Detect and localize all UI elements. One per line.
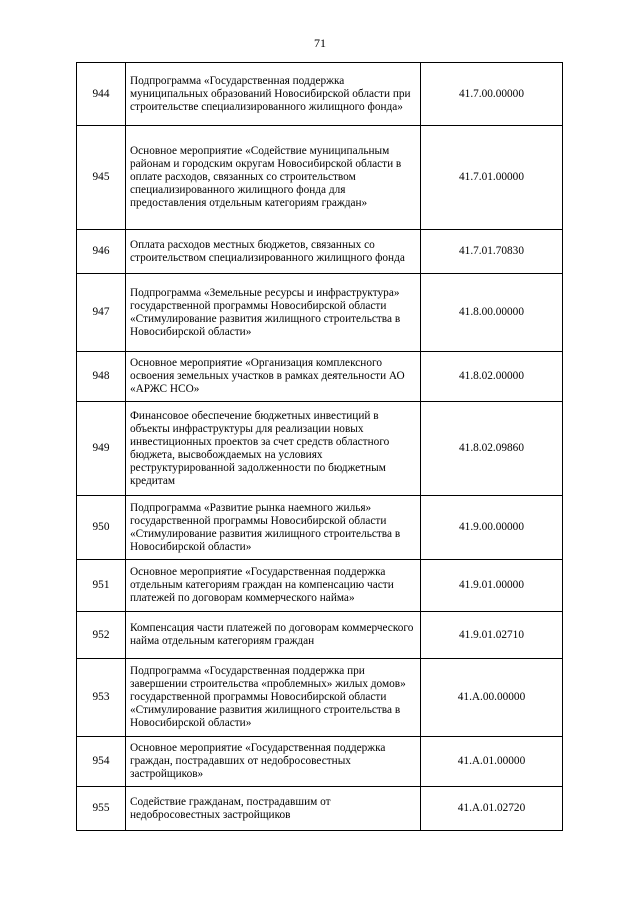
row-number: 944 — [77, 63, 126, 126]
row-code: 41.А.00.00000 — [421, 659, 563, 737]
row-name: Оплата расходов местных бюджетов, связанных со строительством специализированного жилищного фонда — [126, 230, 421, 274]
row-code: 41.9.00.00000 — [421, 496, 563, 560]
row-name: Основное мероприятие «Организация комплексного освоения земельных участков в рамках деятельности АО «АРЖС НСО» — [126, 352, 421, 402]
row-name: Подпрограмма «Земельные ресурсы и инфраструктура» государственной программы Новосибирской области «Стимулирование развития жилищного строительства в Новосибирской области» — [126, 274, 421, 352]
table-row — [77, 230, 563, 274]
row-number: 953 — [77, 659, 126, 737]
row-number: 946 — [77, 230, 126, 274]
row-code: 41.8.02.09860 — [421, 402, 563, 496]
row-name: Подпрограмма «Государственная поддержка при завершении строительства «проблемных» жилых домов» государственной программы Новосибирской области «Стимулирование развития жилищного строительства в Новосибирской области» — [126, 659, 421, 737]
row-number: 947 — [77, 274, 126, 352]
row-name: Компенсация части платежей по договорам коммерческого найма отдельным категориям граждан — [126, 612, 421, 659]
row-code: 41.9.01.00000 — [421, 560, 563, 612]
row-name: Финансовое обеспечение бюджетных инвестиций в объекты инфраструктуры для реализации новых инвестиционных проектов за счет средств областного бюджета, высвобождаемых на условиях реструктурированной задолженности по бюджетным кредитам — [126, 402, 421, 496]
row-name: Содействие гражданам, пострадавшим от недобросовестных застройщиков — [126, 787, 421, 831]
row-name: Подпрограмма «Развитие рынка наемного жилья» государственной программы Новосибирской области «Стимулирование развития жилищного строительства в Новосибирской области» — [126, 496, 421, 560]
table-row — [77, 787, 563, 831]
row-name: Подпрограмма «Государственная поддержка муниципальных образований Новосибирской области при строительстве специализированного жилищного фонда» — [126, 63, 421, 126]
row-code: 41.7.01.00000 — [421, 126, 563, 230]
row-name: Основное мероприятие «Государственная поддержка граждан, пострадавших от недобросовестных застройщиков» — [126, 737, 421, 787]
row-number: 954 — [77, 737, 126, 787]
table-row — [77, 659, 563, 737]
row-number: 949 — [77, 402, 126, 496]
row-name: Основное мероприятие «Государственная поддержка отдельным категориям граждан на компенсацию части платежей по договорам коммерческого найма» — [126, 560, 421, 612]
table-row — [77, 352, 563, 402]
table-row — [77, 274, 563, 352]
budget-classification-table — [76, 62, 563, 831]
row-code: 41.9.01.02710 — [421, 612, 563, 659]
page-number: 71 — [314, 36, 326, 50]
table-row — [77, 612, 563, 659]
row-code: 41.8.00.00000 — [421, 274, 563, 352]
row-number: 952 — [77, 612, 126, 659]
table-row — [77, 737, 563, 787]
table-row — [77, 496, 563, 560]
row-number: 950 — [77, 496, 126, 560]
row-code: 41.7.01.70830 — [421, 230, 563, 274]
row-code: 41.А.01.02720 — [421, 787, 563, 831]
table-row — [77, 560, 563, 612]
table-row — [77, 63, 563, 126]
table-row — [77, 126, 563, 230]
row-number: 945 — [77, 126, 126, 230]
row-name: Основное мероприятие «Содействие муниципальным районам и городским округам Новосибирской области в оплате расходов, связанных со строительством специализированного жилищного фонда для предоставления отдельным категориям граждан» — [126, 126, 421, 230]
row-number: 951 — [77, 560, 126, 612]
row-code: 41.7.00.00000 — [421, 63, 563, 126]
row-number: 955 — [77, 787, 126, 831]
row-code: 41.А.01.00000 — [421, 737, 563, 787]
row-code: 41.8.02.00000 — [421, 352, 563, 402]
row-number: 948 — [77, 352, 126, 402]
table-row — [77, 402, 563, 496]
